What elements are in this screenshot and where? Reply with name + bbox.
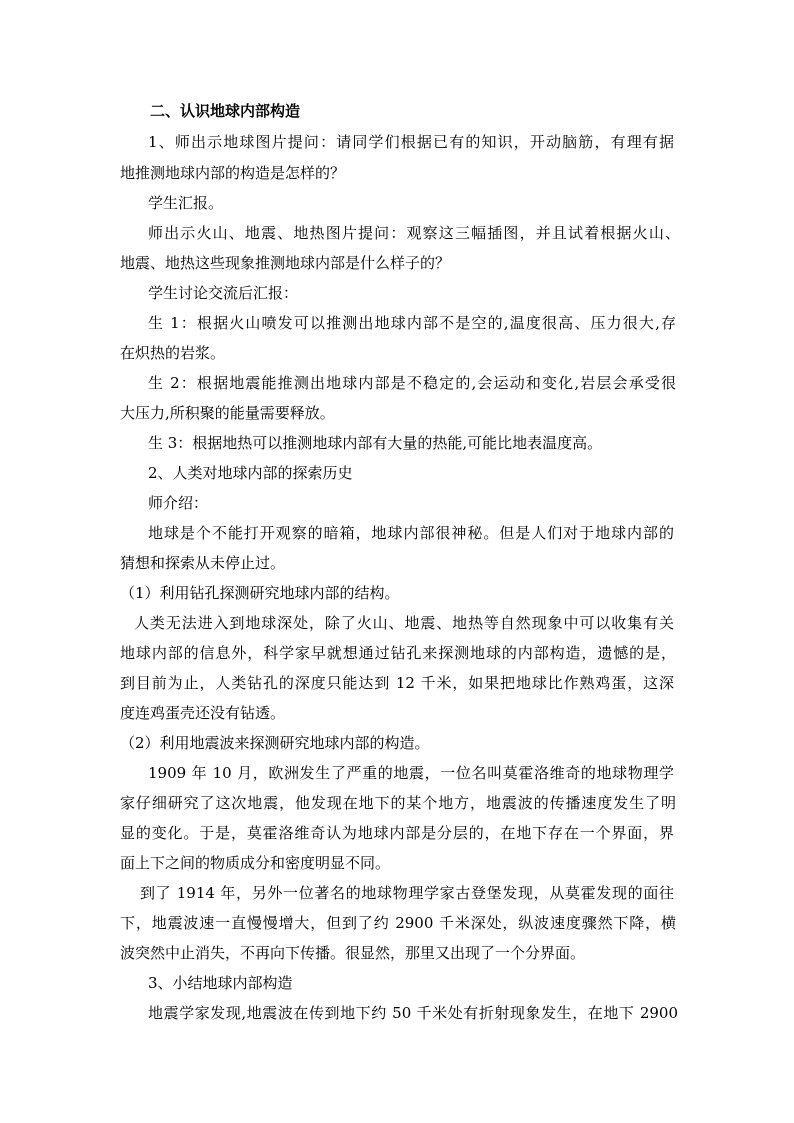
text-line: 师出示火山、地震、地热图片提问：观察这三幅插图，并且试着根据火山、 xyxy=(148,224,680,242)
text-line: 大压力,所积聚的能量需要释放。 xyxy=(120,404,335,422)
text-line: （2）利用地震波来探测研究地球内部的构造。 xyxy=(120,734,430,752)
text-line: 面上下之间的物质成分和密度明显不同。 xyxy=(120,854,391,872)
text-line: 波突然中止消失，不再向下传播。很显然，那里又出现了一个分界面。 xyxy=(120,944,586,962)
text-line: 生 3：根据地热可以推测地球内部有大量的热能,可能比地表温度高。 xyxy=(148,434,603,452)
text-line: 显的变化。于是，莫霍洛维奇认为地球内部是分层的，在地下存在一个界面，界 xyxy=(120,824,674,842)
text-line: 1、师出示地球图片提问：请同学们根据已有的知识，开动脑筋，有理有据 xyxy=(148,133,674,151)
text-line: 人类无法进入到地球深处，除了火山、地震、地热等自然现象中可以收集有关 xyxy=(134,614,674,632)
text-line: 地球内部的信息外，科学家早就想通过钻孔来探测地球的内部构造，遗憾的是， xyxy=(120,644,676,662)
text-line: 2、人类对地球内部的探索历史 xyxy=(148,464,353,482)
text-line: 在炽热的岩浆。 xyxy=(120,344,226,362)
text-line: 师介绍： xyxy=(148,494,209,512)
text-line: （1）利用钻孔探测研究地球内部的结构。 xyxy=(120,584,400,602)
text-line: 家仔细研究了这次地震，他发现在地下的某个地方，地震波的传播速度发生了明 xyxy=(120,794,676,812)
text-line: 3、小结地球内部构造 xyxy=(148,974,293,992)
text-line: 生 1：根据火山喷发可以推测出地球内部不是空的,温度很高、压力很大,存 xyxy=(148,314,676,332)
text-line: 猜想和探索从未停止过。 xyxy=(120,554,286,572)
text-line: 1909 年 10 月，欧洲发生了严重的地震，一位名叫莫霍洛维奇的地球物理学 xyxy=(148,764,674,782)
text-line: 地推测地球内部的构造是怎样的？ xyxy=(120,164,346,182)
text-line: 地震、地热这些现象推测地球内部是什么样子的？ xyxy=(120,254,451,272)
section-title: 二、认识地球内部构造 xyxy=(150,102,301,120)
text-line: 下，地震波速一直慢慢增大，但到了约 2900 千米深处，纵波速度骤然下降，横 xyxy=(120,914,676,932)
text-line: 生 2：根据地震能推测出地球内部是不稳定的,会运动和变化,岩层会承受很 xyxy=(148,374,676,392)
text-line: 学生汇报。 xyxy=(148,194,224,212)
text-line: 学生讨论交流后汇报： xyxy=(148,284,299,302)
text-line: 地震学家发现,地震波在传到地下约 50 千米处有折射现象发生，在地下 2900 xyxy=(148,1004,678,1022)
text-line: 到目前为止，人类钻孔的深度只能达到 12 千米，如果把地球比作熟鸡蛋，这深 xyxy=(120,674,674,692)
text-line: 度连鸡蛋壳还没有钻透。 xyxy=(120,704,286,722)
text-line: 到了 1914 年，另外一位著名的地球物理学家古登堡发现，从莫霍发现的面往 xyxy=(140,884,674,902)
text-line: 地球是个不能打开观察的暗箱，地球内部很神秘。但是人们对于地球内部的 xyxy=(148,524,674,542)
